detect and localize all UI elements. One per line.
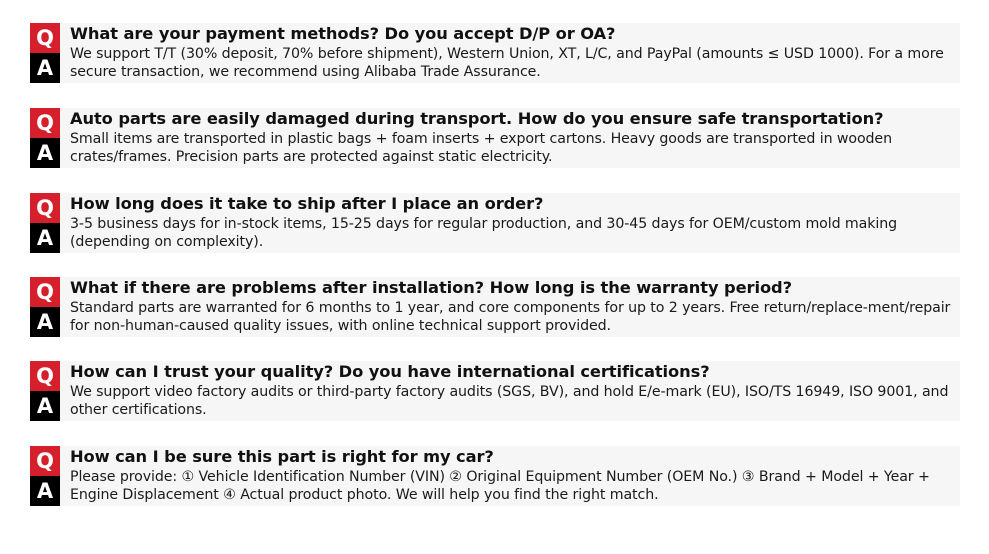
- question-badge: Q: [30, 361, 60, 391]
- question-badge: Q: [30, 193, 60, 223]
- faq-answer: Please provide: ① Vehicle Identification Number (VIN) ② Original Equipment Number (OEM No.) ③ Brand + Model + Year + Engine Displacement ④ Actual product photo. We will help you find the right match.: [70, 469, 930, 503]
- question-badge: Q: [30, 446, 60, 476]
- answer-badge: A: [30, 391, 60, 421]
- answer-badge: A: [30, 53, 60, 83]
- faq-answer: We support T/T (30% deposit, 70% before shipment), Western Union, XT, L/C, and PayPal (amounts ≤ USD 1000). For a more secure transaction, we recommend using Alibaba Trade Assurance.: [70, 46, 944, 80]
- answer-badge: A: [30, 307, 60, 337]
- faq-answer: Standard parts are warranted for 6 months to 1 year, and core components for up to 2 years. Free return/replace-ment/repair for non-human-caused quality issues, with online technical support provided.: [70, 300, 951, 334]
- faq-question: How long does it take to ship after I place an order?: [70, 194, 544, 213]
- faq-question: How can I be sure this part is right for my car?: [70, 447, 494, 466]
- faq-item: [30, 193, 960, 253]
- faq-item: [30, 108, 960, 168]
- question-badge: Q: [30, 23, 60, 53]
- faq-answer: 3-5 business days for in-stock items, 15-25 days for regular production, and 30-45 days for OEM/custom mold making (depending on complexity).: [70, 216, 897, 250]
- answer-badge: A: [30, 138, 60, 168]
- answer-badge: A: [30, 223, 60, 253]
- question-badge: Q: [30, 108, 60, 138]
- question-badge: Q: [30, 277, 60, 307]
- faq-answer: We support video factory audits or third-party factory audits (SGS, BV), and hold E/e-mark (EU), ISO/TS 16949, ISO 9001, and other certifications.: [70, 384, 949, 418]
- faq-question: What are your payment methods? Do you accept D/P or OA?: [70, 24, 616, 43]
- faq-question: How can I trust your quality? Do you have international certifications?: [70, 362, 710, 381]
- faq-item: [30, 361, 960, 421]
- faq-item: [30, 23, 960, 83]
- faq-answer: Small items are transported in plastic bags + foam inserts + export cartons. Heavy goods are transported in wooden crates/frames. Precision parts are protected against static electricity.: [70, 131, 892, 165]
- faq-question: What if there are problems after installation? How long is the warranty period?: [70, 278, 792, 297]
- answer-badge: A: [30, 476, 60, 506]
- faq-question: Auto parts are easily damaged during transport. How do you ensure safe transportation?: [70, 109, 884, 128]
- faq-item: [30, 446, 960, 506]
- faq-item: [30, 277, 960, 337]
